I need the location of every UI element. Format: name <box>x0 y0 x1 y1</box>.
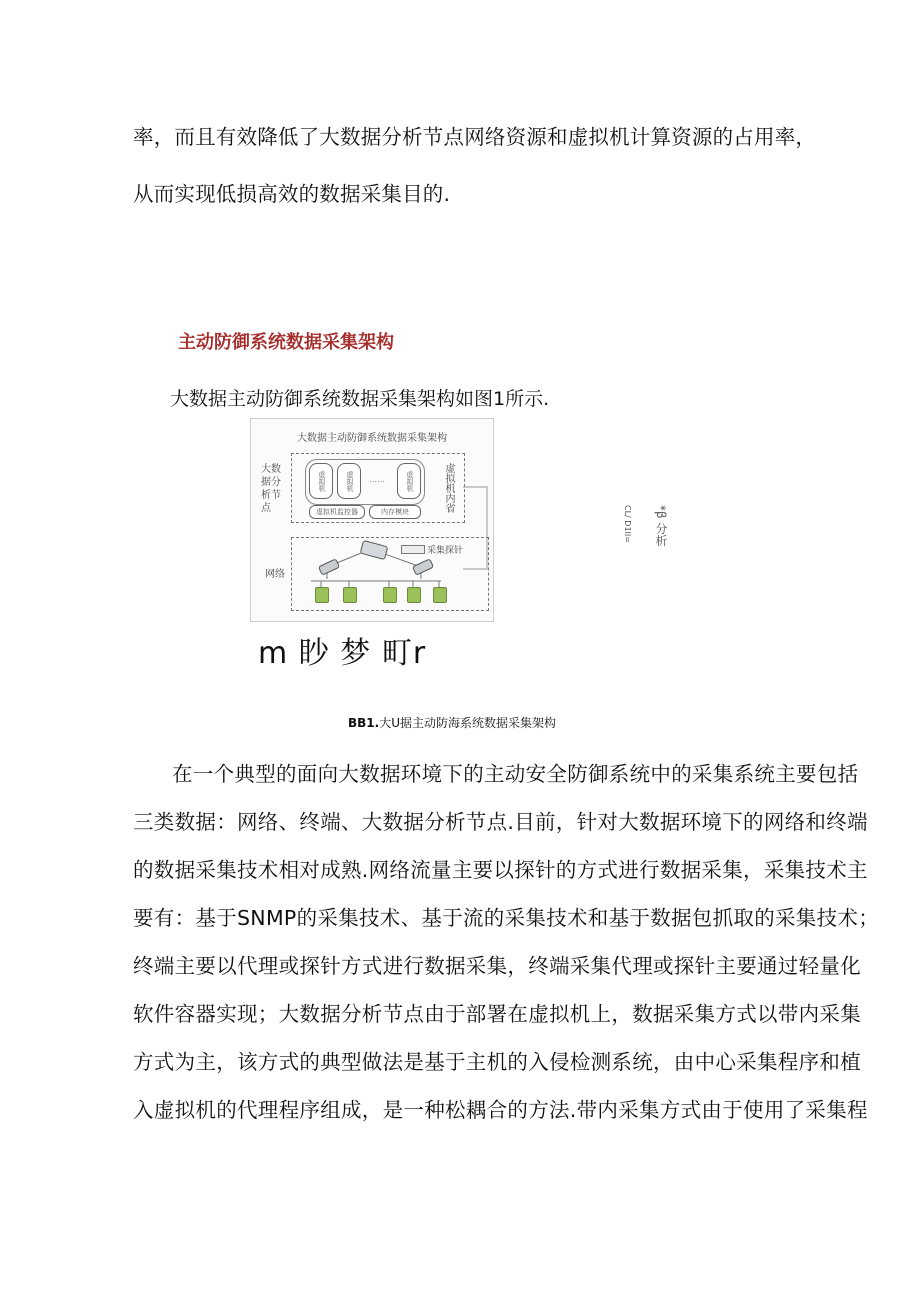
figure-caption-prefix: BB1. <box>348 716 380 730</box>
figure-side-note: CL/ D1II= <box>623 505 632 543</box>
section-intro: 大数据主动防御系统数据采集架构如图1所示. <box>170 388 550 410</box>
figure-vm: 虚拟机 <box>309 463 333 499</box>
figure-vm: 虚拟机 <box>337 463 361 499</box>
figure-probe-icon <box>401 545 425 554</box>
figure-vm-introspection: 虚拟机内省 <box>443 463 454 513</box>
figure-side-note: *β 分析 <box>654 505 668 547</box>
figure-label-network: 网络 <box>265 569 285 580</box>
figure-probe-label: 采集探针 <box>427 546 464 556</box>
figure-host-icon <box>383 587 397 603</box>
section-heading: 主动防御系统数据采集架构 <box>178 332 394 353</box>
figure-host-icon <box>433 587 447 603</box>
architecture-figure <box>250 418 494 622</box>
garbled-text: m 眇 梦 町r <box>258 636 427 671</box>
figure-title: 大数据主动防御系统数据采集架构 <box>297 433 447 444</box>
paragraph-line: 率，而且有效降低了大数据分析节点网络资源和虚拟机计算资源的占用率， <box>133 125 817 149</box>
figure-caption <box>348 714 556 731</box>
figure-vm: 虚拟机 <box>397 463 421 499</box>
figure-label-analysis-node: 大数据分析节点 <box>261 464 281 514</box>
body-line: 在一个典型的面向大数据环境下的主动安全防御系统中的采集系统主要包括 <box>172 762 859 786</box>
body-line: 入虚拟机的代理程序组成，是一种松耦合的方法.带内采集方式由于使用了采集程 <box>133 1098 868 1122</box>
figure-memory-module: 内存模块 <box>369 505 421 519</box>
figure-caption-text: 大U据主动防海系统数据采集架构 <box>379 716 556 730</box>
body-line: 软件容器实现；大数据分析节点由于部署在虚拟机上，数据采集方式以带内采集 <box>133 1002 861 1026</box>
body-line: 的数据采集技术相对成熟.网络流量主要以探针的方式进行数据采集，采集技术主 <box>133 858 868 882</box>
body-line: 方式为主，该方式的典型做法是基于主机的入侵检测系统，由中心采集程序和植 <box>133 1050 861 1074</box>
body-line: 终端主要以代理或探针方式进行数据采集，终端采集代理或探针主要通过轻量化 <box>133 954 861 978</box>
figure-hypervisor: 虚拟机监控器 <box>309 505 365 519</box>
figure-vm-ellipsis: …… <box>369 475 385 484</box>
figure-host-icon <box>407 587 421 603</box>
body-line: 三类数据：网络、终端、大数据分析节点.目前，针对大数据环境下的网络和终端 <box>133 810 868 834</box>
figure-host-icon <box>315 587 329 603</box>
body-line: 要有：基于SNMP的采集技术、基于流的采集技术和基于数据包抓取的采集技术； <box>133 906 879 930</box>
figure-host-icon <box>343 587 357 603</box>
paragraph-line: 从而实现低损高效的数据采集目的. <box>133 182 451 206</box>
